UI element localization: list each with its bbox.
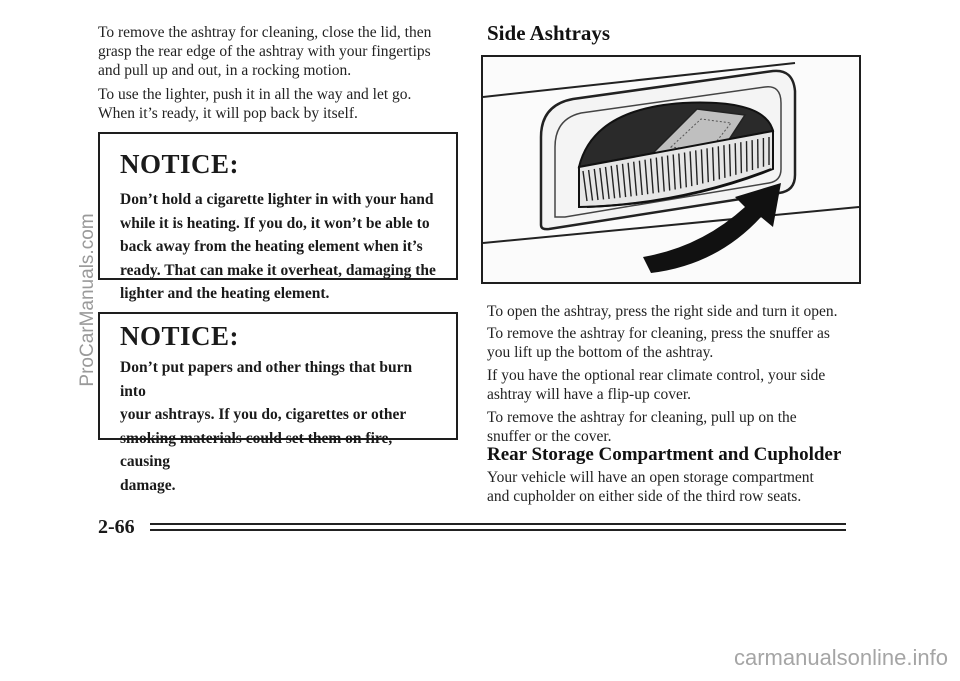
text-line: Don’t hold a cigarette lighter in with your hand	[120, 191, 434, 208]
rear-storage-heading: Rear Storage Compartment and Cupholder	[487, 444, 842, 465]
text-line: grasp the rear edge of the ashtray with your fingertips	[98, 43, 431, 60]
notice-title: NOTICE:	[120, 149, 240, 179]
climate-control-paragraph	[487, 366, 825, 404]
text-line: Your vehicle will have an open storage compartment	[487, 469, 814, 486]
text-line: To remove the ashtray for cleaning, press the snuffer as	[487, 325, 830, 342]
text-line: while it is heating. If you do, it won’t be able to	[120, 214, 430, 232]
text-line: To remove the ashtray for cleaning, close the lid, then	[98, 24, 432, 41]
notice-title: NOTICE:	[120, 321, 240, 351]
rear-storage-paragraph	[487, 468, 814, 506]
bezel-rib	[735, 143, 736, 175]
text-line: If you have the optional rear climate control, your side	[487, 367, 826, 384]
text-line: To open the ashtray, press the right side and turn it open.	[487, 303, 838, 320]
page-number: 2-66	[98, 516, 135, 538]
text-line: To use the lighter, push it in all the way and let go.	[98, 86, 412, 103]
side-watermark: ProCarManuals.com	[77, 213, 98, 387]
notice-box-lighter	[98, 132, 458, 302]
ashtray-drawing	[483, 57, 859, 282]
text-line: your ashtrays. If you do, cigarettes or other	[120, 406, 407, 423]
text-line: To remove the ashtray for cleaning, pull up on the	[487, 409, 797, 426]
text-line: and pull up and out, in a rocking motion.	[98, 62, 352, 79]
lighter-usage-paragraph	[98, 85, 411, 123]
bottom-watermark: carmanualsonline.info	[733, 645, 948, 670]
text-line: ashtray will have a flip-up cover.	[487, 386, 692, 403]
ashtray-clean-paragraph	[487, 324, 830, 362]
notice-body	[120, 188, 436, 306]
text-line: you lift up the bottom of the ashtray.	[487, 344, 714, 361]
cover-removal-paragraph	[487, 408, 797, 446]
panel-edge-line	[483, 207, 859, 243]
text-line: damage.	[120, 476, 176, 494]
text-line: back away from the heating element when it’s	[120, 238, 423, 255]
ashtray-open-paragraph	[487, 302, 837, 321]
bezel-rib	[730, 144, 731, 176]
text-line: lighter and the heating element.	[120, 285, 330, 302]
bezel-rib	[741, 142, 742, 173]
text-line: and cupholder on either side of the third row seats.	[487, 488, 802, 505]
footer-rule-bottom	[150, 529, 846, 531]
text-line: smoking materials could set them on fire, causing	[120, 429, 393, 470]
side-ashtray-illustration	[481, 55, 861, 284]
side-ashtrays-heading: Side Ashtrays	[487, 21, 611, 45]
notice-body	[120, 356, 436, 497]
text-line: snuffer or the cover.	[487, 428, 612, 445]
bezel-rib	[724, 145, 725, 178]
notice-box-ashtray	[98, 312, 458, 494]
text-line: ready. That can make it overheat, damaging the	[120, 261, 436, 279]
footer-rule-top	[150, 523, 846, 525]
ashtray-removal-paragraph	[98, 23, 431, 80]
text-line: When it’s ready, it will pop back by itself.	[98, 105, 358, 122]
text-line: Don’t put papers and other things that burn into	[120, 359, 413, 400]
